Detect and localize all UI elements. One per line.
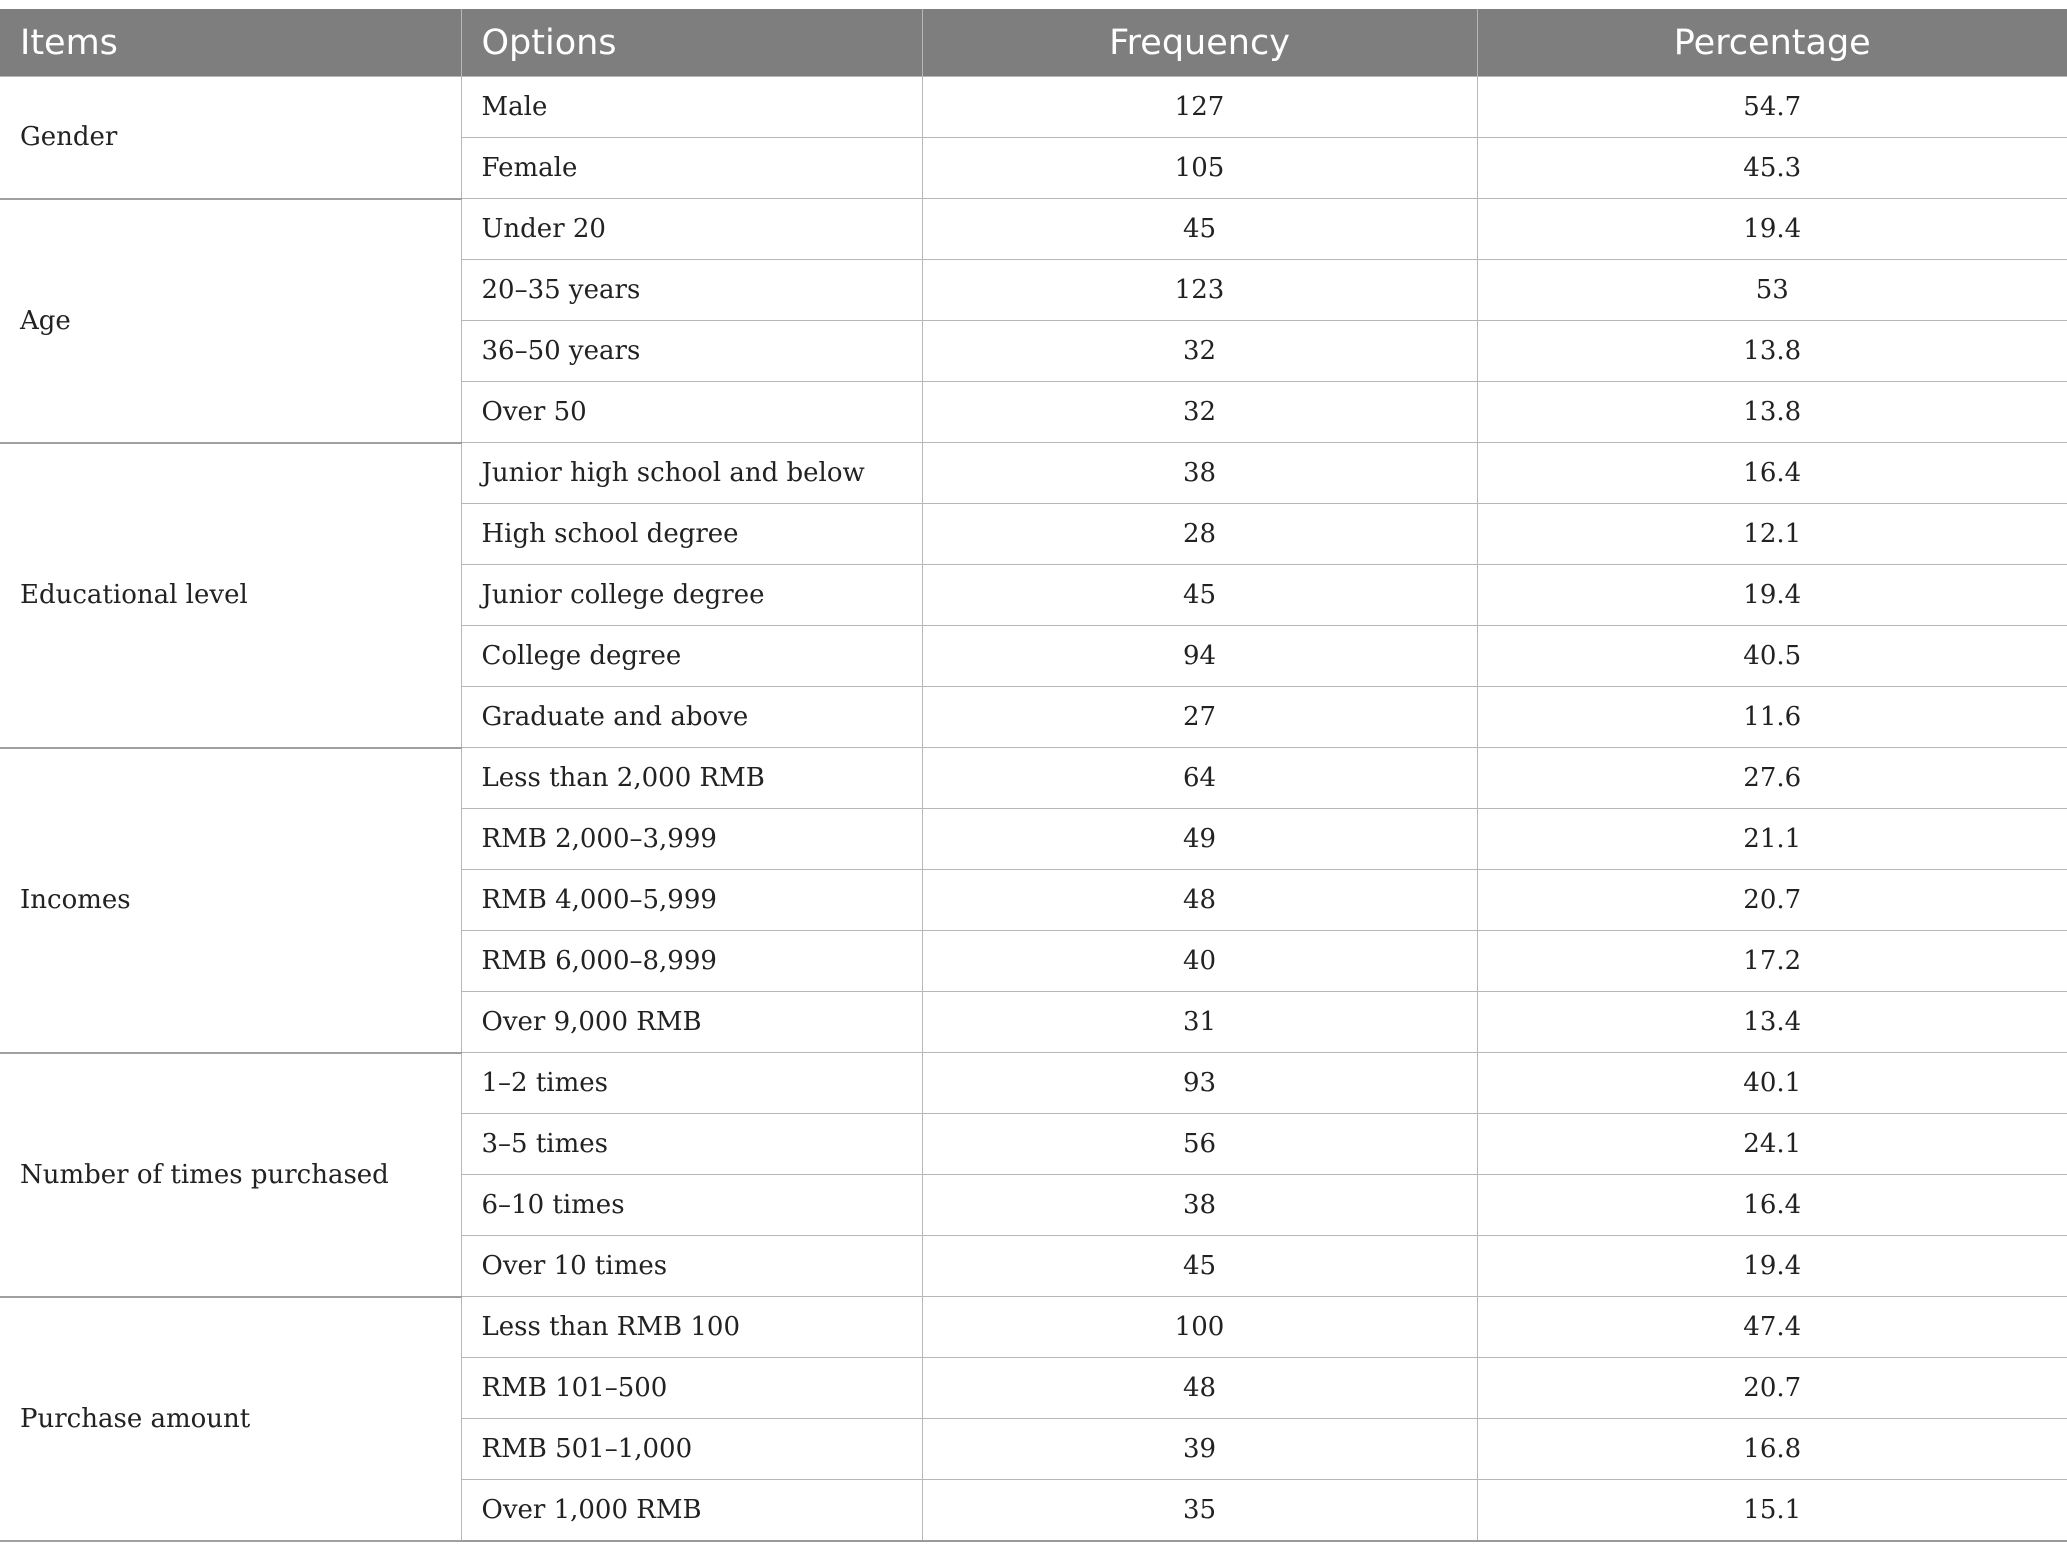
frequency-cell: 93 — [922, 1053, 1477, 1114]
percentage-cell: 15.1 — [1477, 1480, 2067, 1542]
percentage-cell: 19.4 — [1477, 199, 2067, 260]
option-cell: 36–50 years — [461, 321, 922, 382]
frequency-cell: 64 — [922, 748, 1477, 809]
option-cell: Over 50 — [461, 382, 922, 443]
option-cell: Graduate and above — [461, 687, 922, 748]
option-cell: 3–5 times — [461, 1114, 922, 1175]
frequency-cell: 48 — [922, 1358, 1477, 1419]
demographics-table — [0, 9, 2067, 1542]
frequency-cell: 45 — [922, 1236, 1477, 1297]
frequency-cell: 32 — [922, 321, 1477, 382]
percentage-cell: 16.4 — [1477, 1175, 2067, 1236]
frequency-cell: 27 — [922, 687, 1477, 748]
option-cell: Less than 2,000 RMB — [461, 748, 922, 809]
table-row — [0, 199, 2067, 260]
percentage-cell: 27.6 — [1477, 748, 2067, 809]
percentage-cell: 40.1 — [1477, 1053, 2067, 1114]
frequency-cell: 28 — [922, 504, 1477, 565]
percentage-cell: 13.8 — [1477, 321, 2067, 382]
header-frequency: Frequency — [922, 9, 1477, 77]
option-cell: RMB 6,000–8,999 — [461, 931, 922, 992]
table-row — [0, 77, 2067, 138]
option-cell: Over 1,000 RMB — [461, 1480, 922, 1542]
percentage-cell: 20.7 — [1477, 870, 2067, 931]
frequency-cell: 38 — [922, 443, 1477, 504]
table-row — [0, 443, 2067, 504]
option-cell: 6–10 times — [461, 1175, 922, 1236]
header-row — [0, 9, 2067, 77]
option-cell: Under 20 — [461, 199, 922, 260]
frequency-cell: 45 — [922, 199, 1477, 260]
percentage-cell: 16.4 — [1477, 443, 2067, 504]
frequency-cell: 32 — [922, 382, 1477, 443]
item-cell: Age — [0, 199, 461, 443]
percentage-cell: 24.1 — [1477, 1114, 2067, 1175]
option-cell: Female — [461, 138, 922, 199]
option-cell: Junior high school and below — [461, 443, 922, 504]
percentage-cell: 20.7 — [1477, 1358, 2067, 1419]
frequency-cell: 35 — [922, 1480, 1477, 1542]
frequency-cell: 38 — [922, 1175, 1477, 1236]
percentage-cell: 21.1 — [1477, 809, 2067, 870]
table-row — [0, 748, 2067, 809]
frequency-cell: 105 — [922, 138, 1477, 199]
option-cell: Over 10 times — [461, 1236, 922, 1297]
frequency-cell: 39 — [922, 1419, 1477, 1480]
frequency-cell: 123 — [922, 260, 1477, 321]
item-cell: Educational level — [0, 443, 461, 748]
table-row — [0, 1053, 2067, 1114]
frequency-cell: 56 — [922, 1114, 1477, 1175]
frequency-cell: 127 — [922, 77, 1477, 138]
header-percentage: Percentage — [1477, 9, 2067, 77]
frequency-cell: 49 — [922, 809, 1477, 870]
table-row — [0, 1297, 2067, 1358]
frequency-cell: 40 — [922, 931, 1477, 992]
frequency-cell: 48 — [922, 870, 1477, 931]
table-body — [0, 77, 2067, 1542]
item-cell: Purchase amount — [0, 1297, 461, 1542]
option-cell: RMB 4,000–5,999 — [461, 870, 922, 931]
percentage-cell: 16.8 — [1477, 1419, 2067, 1480]
option-cell: RMB 101–500 — [461, 1358, 922, 1419]
percentage-cell: 40.5 — [1477, 626, 2067, 687]
percentage-cell: 12.1 — [1477, 504, 2067, 565]
option-cell: RMB 501–1,000 — [461, 1419, 922, 1480]
percentage-cell: 54.7 — [1477, 77, 2067, 138]
frequency-cell: 45 — [922, 565, 1477, 626]
option-cell: 20–35 years — [461, 260, 922, 321]
frequency-cell: 100 — [922, 1297, 1477, 1358]
option-cell: 1–2 times — [461, 1053, 922, 1114]
option-cell: Over 9,000 RMB — [461, 992, 922, 1053]
item-cell: Gender — [0, 77, 461, 199]
header-options: Options — [461, 9, 922, 77]
percentage-cell: 19.4 — [1477, 565, 2067, 626]
percentage-cell: 19.4 — [1477, 1236, 2067, 1297]
option-cell: RMB 2,000–3,999 — [461, 809, 922, 870]
percentage-cell: 13.4 — [1477, 992, 2067, 1053]
percentage-cell: 17.2 — [1477, 931, 2067, 992]
option-cell: Male — [461, 77, 922, 138]
option-cell: Junior college degree — [461, 565, 922, 626]
option-cell: High school degree — [461, 504, 922, 565]
percentage-cell: 13.8 — [1477, 382, 2067, 443]
percentage-cell: 53 — [1477, 260, 2067, 321]
option-cell: Less than RMB 100 — [461, 1297, 922, 1358]
item-cell: Number of times purchased — [0, 1053, 461, 1297]
frequency-cell: 94 — [922, 626, 1477, 687]
percentage-cell: 45.3 — [1477, 138, 2067, 199]
option-cell: College degree — [461, 626, 922, 687]
percentage-cell: 11.6 — [1477, 687, 2067, 748]
header-items: Items — [0, 9, 461, 77]
frequency-cell: 31 — [922, 992, 1477, 1053]
item-cell: Incomes — [0, 748, 461, 1053]
percentage-cell: 47.4 — [1477, 1297, 2067, 1358]
